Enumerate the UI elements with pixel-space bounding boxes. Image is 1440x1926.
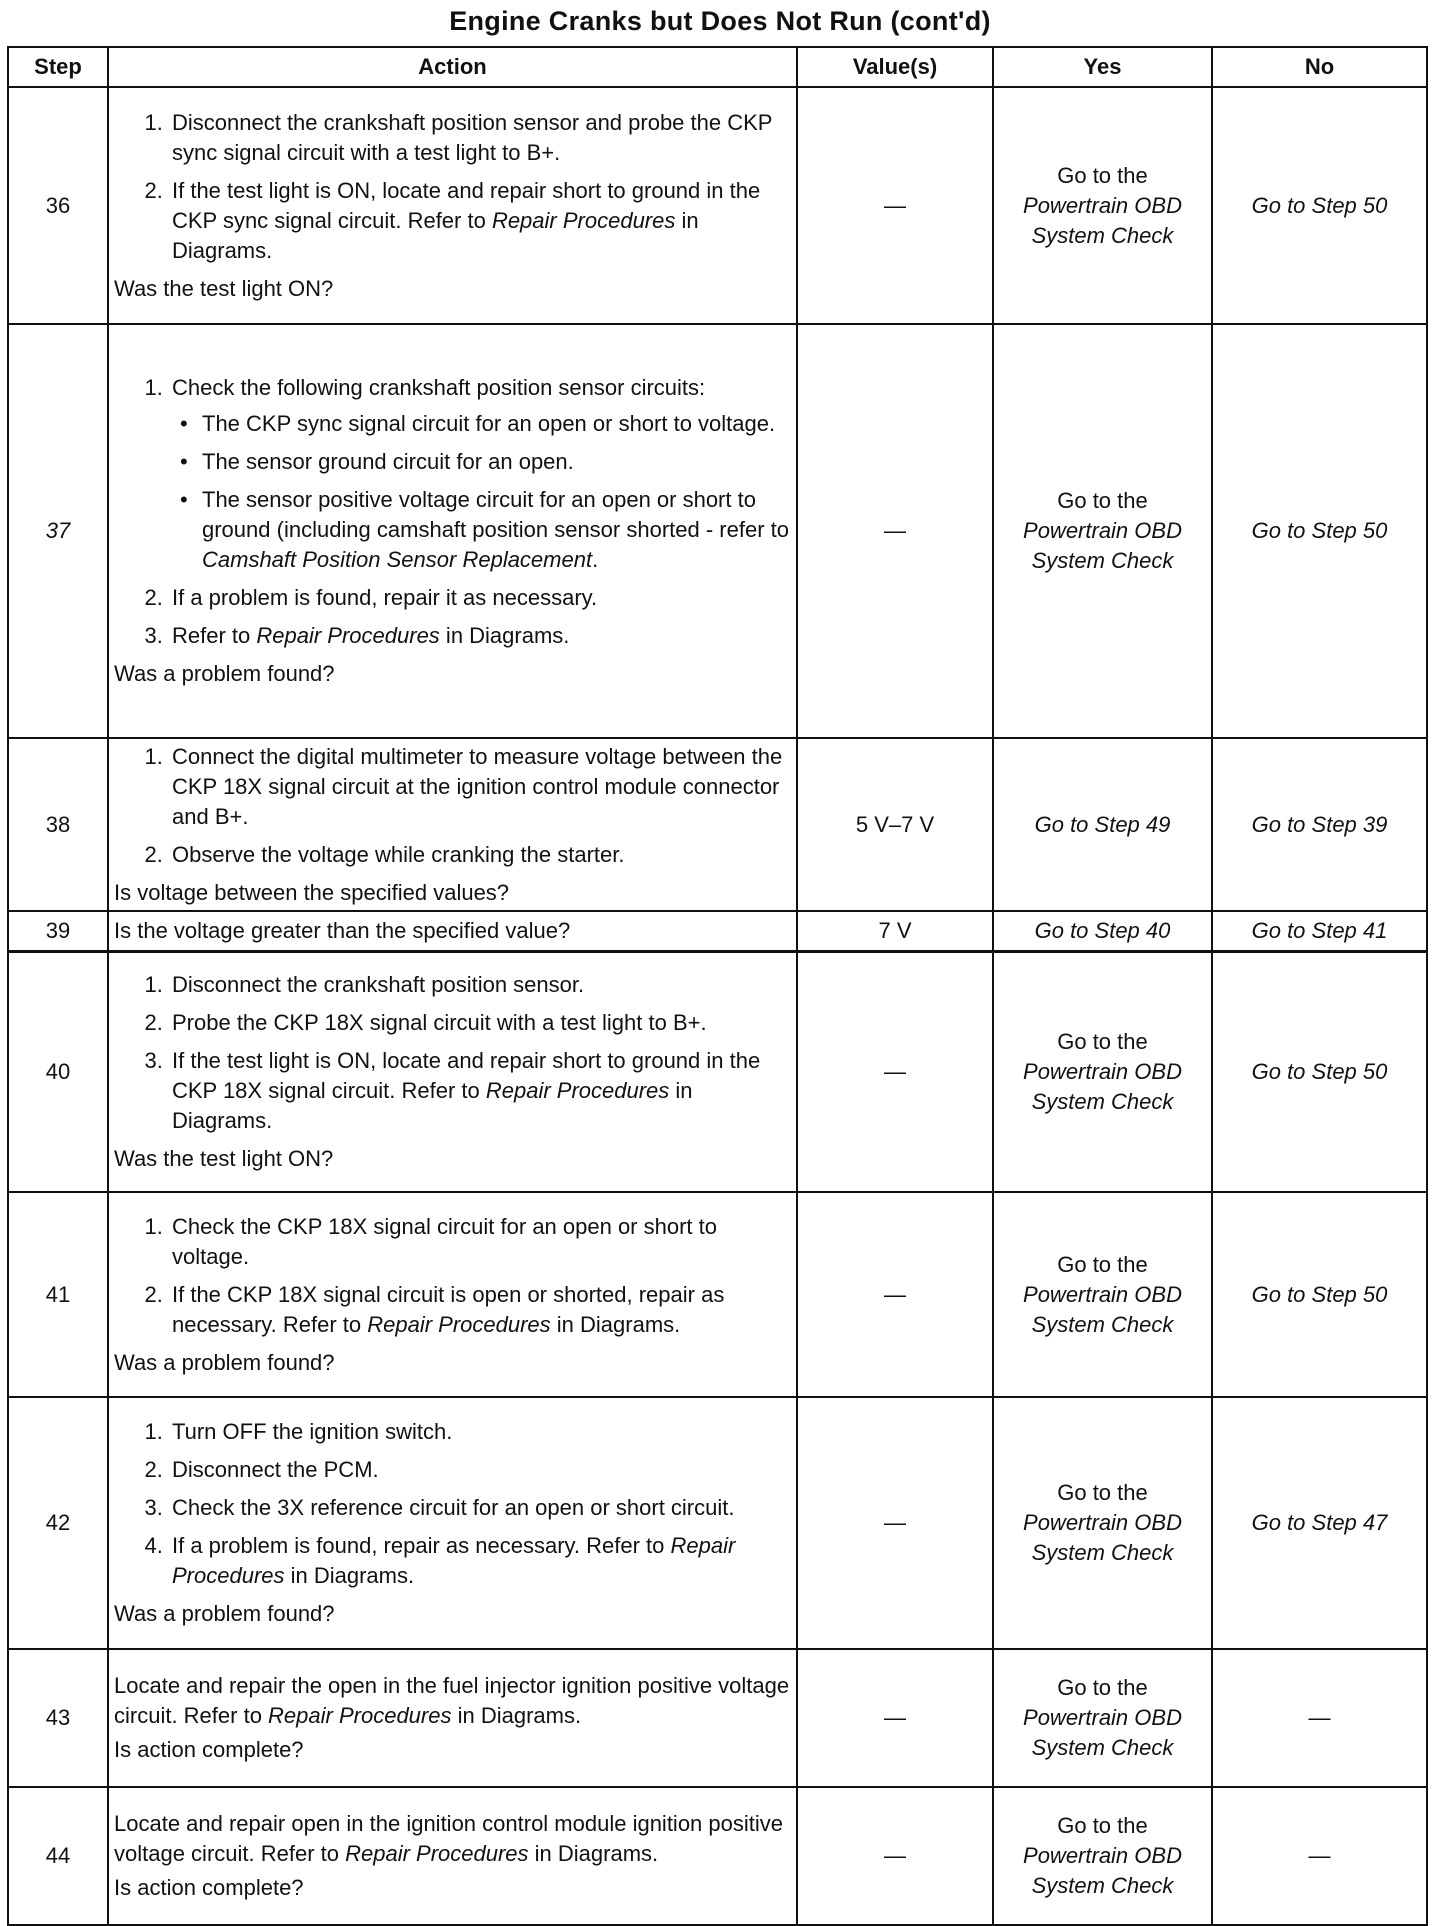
yes-cell: Go to the Powertrain OBD System Check — [993, 951, 1212, 1192]
step-41-row — [8, 1192, 1427, 1397]
no-cell: Go to Step 39 — [1212, 738, 1427, 911]
action-item: 1. Check the following crankshaft position sensor circuits: • The CKP sync signal circuit for an open or short to voltage. • The sensor ground circuit for an open. • The sensor positive voltage circuit for an open or short to ground (including camshaft position sensor shorted - refer to Camshaft Position Sensor Replacement. — [169, 373, 791, 575]
action-text: Locate and repair the open in the fuel injector ignition positive voltage circuit. Refer to Repair Procedures in Diagrams. — [114, 1673, 790, 1728]
header-row — [8, 47, 1427, 87]
value-cell: 7 V — [797, 911, 993, 951]
action-item: 3. Check the 3X reference circuit for an open or short circuit. — [169, 1493, 791, 1523]
step-number: 42 — [8, 1397, 108, 1649]
yes-cell: Go to the Powertrain OBD System Check — [993, 1787, 1212, 1925]
no-cell: — — [1212, 1787, 1427, 1925]
step-number: 37 — [8, 324, 108, 738]
no-cell: Go to Step 50 — [1212, 951, 1427, 1192]
action-cell — [108, 738, 797, 911]
action-item: 3. If the test light is ON, locate and repair short to ground in the CKP 18X signal circuit. Refer to Repair Procedures in Diagrams. — [169, 1046, 791, 1136]
step-question: Was a problem found? — [114, 1349, 335, 1375]
step-question: Is action complete? — [114, 1875, 304, 1900]
col-header-action: Action — [108, 47, 797, 87]
step-number: 40 — [8, 951, 108, 1192]
step-43-row — [8, 1649, 1427, 1787]
no-cell: Go to Step 50 — [1212, 324, 1427, 738]
col-header-step: Step — [8, 47, 108, 87]
step-question: Was a problem found? — [114, 1601, 335, 1626]
step-question: Was the test light ON? — [114, 275, 334, 301]
no-cell: Go to Step 41 — [1212, 911, 1427, 951]
action-cell — [108, 911, 797, 951]
action-cell — [108, 324, 797, 738]
yes-cell: Go to Step 49 — [993, 738, 1212, 911]
step-39-row — [8, 911, 1427, 951]
no-cell: Go to Step 50 — [1212, 87, 1427, 324]
action-cell — [108, 1192, 797, 1397]
step-36-row — [8, 87, 1427, 324]
action-item: 2. If the test light is ON, locate and repair short to ground in the CKP sync signal circuit. Refer to Repair Procedures in Diagrams. — [169, 176, 791, 266]
action-cell — [108, 87, 797, 324]
step-number: 36 — [8, 87, 108, 324]
step-37-row — [8, 324, 1427, 738]
step-44-row — [8, 1787, 1427, 1925]
bullet-item: • The sensor positive voltage circuit for an open or short to ground (including camshaft position sensor shorted - refer to Camshaft Position Sensor Replacement. — [202, 485, 791, 575]
col-header-yes: Yes — [993, 47, 1212, 87]
value-cell: — — [797, 951, 993, 1192]
step-question: Is action complete? — [114, 1737, 304, 1762]
action-item: 2. Disconnect the PCM. — [169, 1455, 791, 1485]
step-42-row — [8, 1397, 1427, 1649]
yes-cell: Go to the Powertrain OBD System Check — [993, 1192, 1212, 1397]
value-cell: — — [797, 87, 993, 324]
action-item: 2. Observe the voltage while cranking the starter. — [169, 840, 791, 870]
value-cell: — — [797, 1397, 993, 1649]
action-cell — [108, 1397, 797, 1649]
action-item: 1. Check the CKP 18X signal circuit for an open or short to voltage. — [169, 1212, 791, 1272]
action-item: 1. Disconnect the crankshaft position sensor. — [169, 970, 791, 1000]
yes-cell: Go to Step 40 — [993, 911, 1212, 951]
action-cell — [108, 1649, 797, 1787]
step-question: Was a problem found? — [114, 661, 335, 686]
step-38-row — [8, 738, 1427, 911]
bullet-item: • The sensor ground circuit for an open. — [202, 447, 791, 477]
action-item: 2. If the CKP 18X signal circuit is open or shorted, repair as necessary. Refer to Repair Procedures in Diagrams. — [169, 1280, 791, 1340]
action-item: 1. Turn OFF the ignition switch. — [169, 1417, 791, 1447]
bullet-item: • The CKP sync signal circuit for an open or short to voltage. — [202, 409, 791, 439]
yes-cell: Go to the Powertrain OBD System Check — [993, 1397, 1212, 1649]
col-header-values: Value(s) — [797, 47, 993, 87]
action-item: 1. Connect the digital multimeter to measure voltage between the CKP 18X signal circuit at the ignition control module connector and B+. — [169, 742, 791, 832]
value-cell: 5 V–7 V — [797, 738, 993, 911]
step-number: 41 — [8, 1192, 108, 1397]
yes-cell: Go to the Powertrain OBD System Check — [993, 87, 1212, 324]
action-cell — [108, 1787, 797, 1925]
step-question: Is the voltage greater than the specified value? — [114, 917, 571, 943]
no-cell: Go to Step 47 — [1212, 1397, 1427, 1649]
step-40-row — [8, 951, 1427, 1192]
yes-cell: Go to the Powertrain OBD System Check — [993, 324, 1212, 738]
yes-cell: Go to the Powertrain OBD System Check — [993, 1649, 1212, 1787]
value-cell: — — [797, 1192, 993, 1397]
action-item: 1. Disconnect the crankshaft position sensor and probe the CKP sync signal circuit with a test light to B+. — [169, 108, 791, 168]
diagnostic-table — [7, 46, 1428, 1926]
page-title: Engine Cranks but Does Not Run (cont'd) — [449, 6, 991, 36]
step-number: 39 — [8, 911, 108, 951]
step-number: 43 — [8, 1649, 108, 1787]
value-cell: — — [797, 324, 993, 738]
action-cell — [108, 951, 797, 1192]
action-item: 2. If a problem is found, repair it as necessary. — [169, 583, 791, 613]
step-number: 44 — [8, 1787, 108, 1925]
step-question: Was the test light ON? — [114, 1145, 334, 1171]
step-number: 38 — [8, 738, 108, 911]
action-item: 3. Refer to Repair Procedures in Diagrams. — [169, 621, 791, 651]
col-header-no: No — [1212, 47, 1427, 87]
no-cell: Go to Step 50 — [1212, 1192, 1427, 1397]
step-question: Is voltage between the specified values? — [114, 879, 510, 905]
action-text: Locate and repair open in the ignition control module ignition positive voltage circuit. Refer to Repair Procedures in Diagrams. — [114, 1811, 783, 1866]
no-cell: — — [1212, 1649, 1427, 1787]
action-item: 4. If a problem is found, repair as necessary. Refer to Repair Procedures in Diagrams. — [169, 1531, 791, 1591]
action-item: 2. Probe the CKP 18X signal circuit with a test light to B+. — [169, 1008, 791, 1038]
value-cell: — — [797, 1787, 993, 1925]
value-cell: — — [797, 1649, 993, 1787]
